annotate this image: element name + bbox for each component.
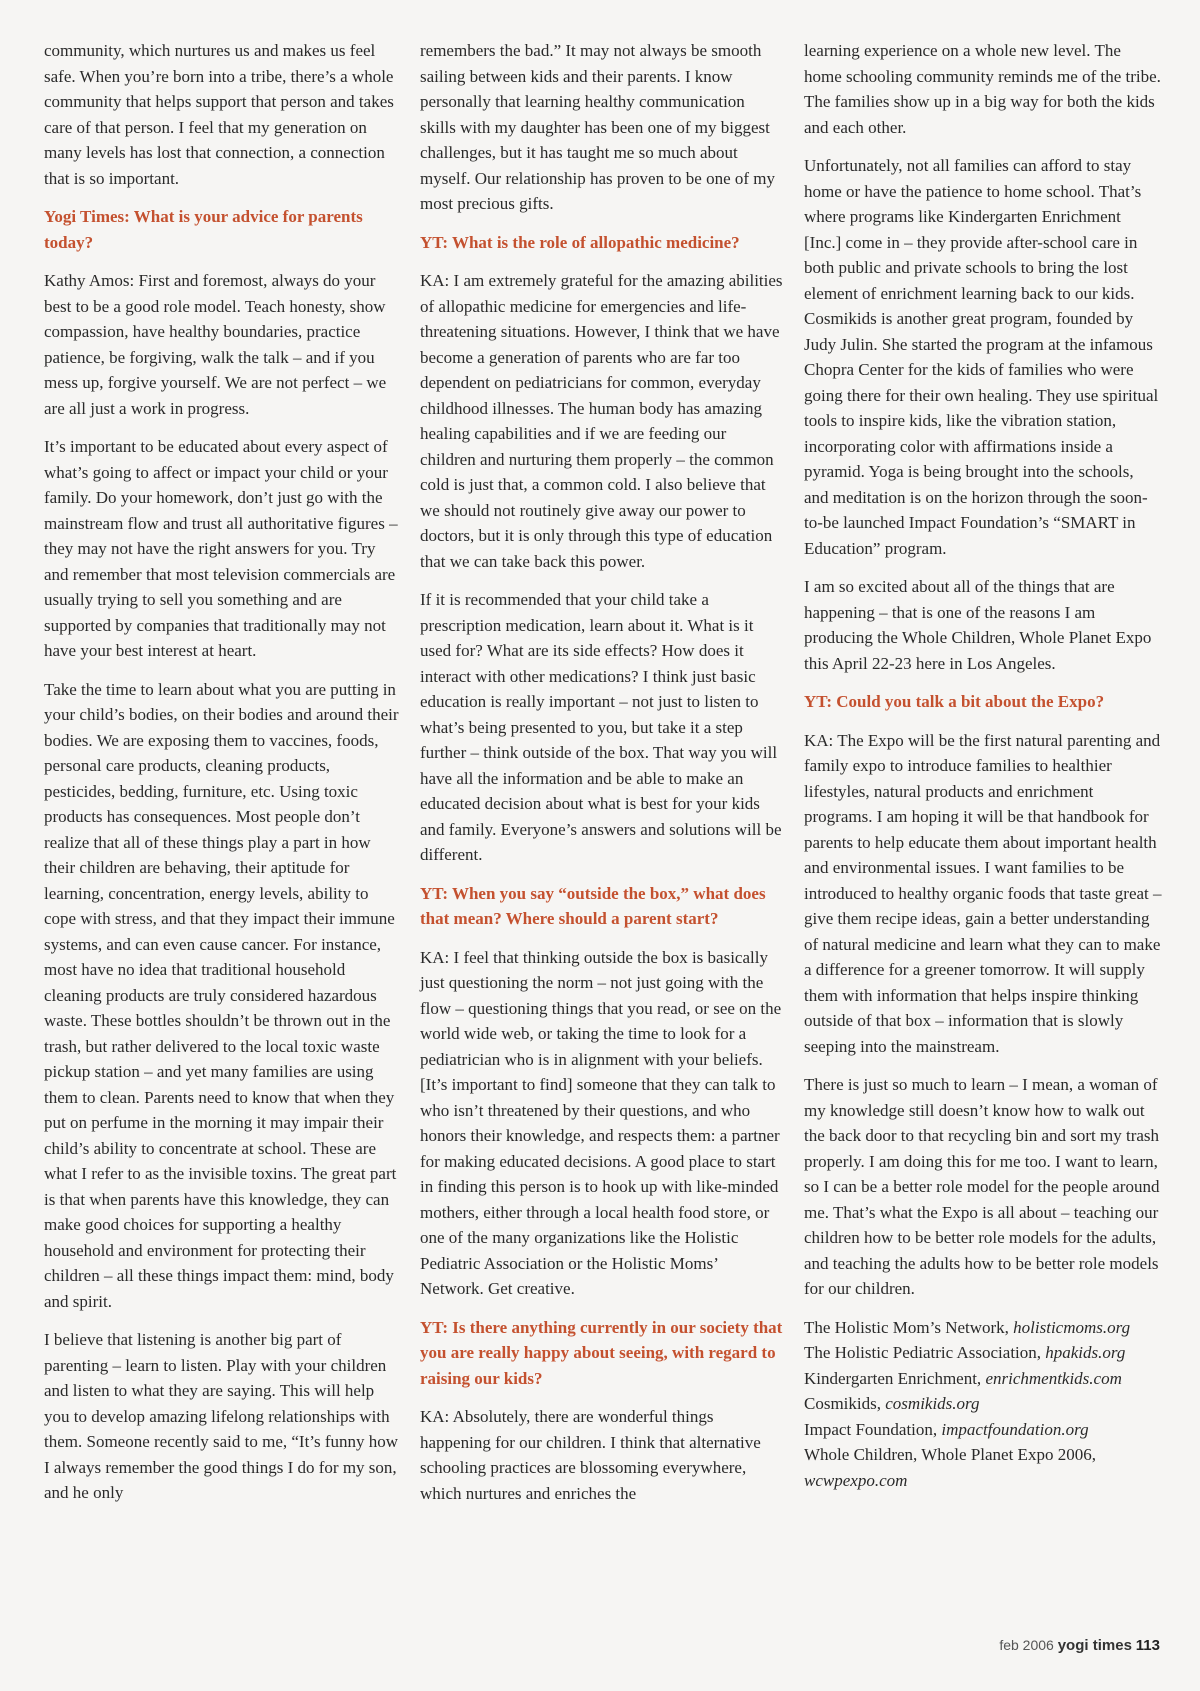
magazine-name: yogi times (1057, 1637, 1132, 1654)
paragraph: I am so excited about all of the things that are happening – that is one of the reasons I am producing the Whole Children, Whole Planet Expo this April 22-23 here in Los Angeles. (804, 577, 1152, 673)
resource-item (804, 1442, 1162, 1493)
paragraph: It’s important to be educated about every aspect of what’s going to affect or impact your child or your family. Do your homework, don’t just go with the mainstream flow and trust all authoritative figures – they may not have the right answers for you. Try and remember that most television commercials are usually trying to sell you something and are supported by companies that traditionally may not have your best interest at heart. (44, 437, 398, 660)
resource-url: hpakids.org (1045, 1343, 1126, 1362)
paragraph: There is just so much to learn – I mean, a woman of my knowledge still doesn’t know how to walk out the back door to that recycling bin and sort my trash properly. I am doing this for me too. I want to learn, so I can be a better role model for the people around me. That’s what the Expo is all about – teaching our children how to be better role models for the adults, and teaching the adults how to be better role models for our children. (804, 1075, 1160, 1298)
resource-name: Impact Foundation, (804, 1419, 942, 1439)
question-heading: YT: Could you talk a bit about the Expo? (804, 692, 1105, 711)
page-number: 113 (1135, 1637, 1160, 1654)
resource-url: cosmikids.org (885, 1394, 980, 1413)
article-column-1 (44, 38, 400, 1519)
resource-item (804, 1391, 1162, 1417)
resource-url: wcwpexpo.com (804, 1470, 908, 1490)
resource-name: Kindergarten Enrichment, (804, 1368, 986, 1388)
resource-name: The Holistic Pediatric Association, (804, 1343, 1046, 1362)
resource-name: The Holistic Mom’s Network, (804, 1317, 1014, 1337)
paragraph: learning experience on a whole new level. The home schooling community reminds me of the tribe. The families show up in a big way for both the kids and each other. (804, 41, 1161, 137)
resource-item (804, 1366, 1162, 1392)
paragraph: KA: I am extremely grateful for the amazing abilities of allopathic medicine for emergencies and life-threatening situations. However, I think that we have become a generation of parents who are far too dependent on pediatricians for common, everyday childhood illnesses. The human body has amazing healing capabilities and if we are feeding our children and nurturing them properly – the common cold is just that, a common cold. I also believe that we should not routinely give away our power to doctors, but it is only through this type of education that we can take back this power. (420, 271, 783, 571)
question-heading: Yogi Times: What is your advice for parents today? (44, 207, 363, 252)
resource-url: enrichmentkids.com (985, 1368, 1122, 1388)
paragraph: KA: Absolutely, there are wonderful things happening for our children. I think that alternative schooling practices are blossoming everywhere, which nurtures and enriches the (420, 1407, 761, 1503)
issue-date: feb 2006 (999, 1637, 1054, 1653)
paragraph: Take the time to learn about what you are putting in your child’s bodies, on their bodies and around their bodies. We are exposing them to vaccines, foods, personal care products, cleaning products, pesticides, bedding, furniture, etc. Using toxic products has consequences. Most people don’t realize that all of these things play a part in how their children are behaving, their aptitude for learning, concentration, energy levels, ability to cope with stress, and that they impact their immune systems, and can even cause cancer. For instance, most have no idea that traditional household cleaning products are truly considered hazardous waste. These bottles shouldn’t be thrown out in the trash, but rather delivered to the local toxic waste pickup station – and yet many families are using them to clean. Parents need to know that when they put on perfume in the morning it may impair their child’s ability to concentrate at school. These are what I refer to as the invisible toxins. The great part is that when parents have this knowledge, they can make good choices for supporting a healthy household and environment for protecting their children – all these things impact them: mind, body and spirit. (44, 679, 399, 1311)
resource-name: Cosmikids, (804, 1394, 886, 1413)
resource-url: impactfoundation.org (941, 1419, 1089, 1439)
resource-url: holisticmoms.org (1013, 1317, 1131, 1337)
question-heading: YT: Is there anything currently in our society that you are really happy about seeing, with regard to raising our kids? (420, 1317, 783, 1388)
resource-list (804, 1315, 1162, 1494)
paragraph: community, which nurtures us and makes us feel safe. When you’re born into a tribe, there’s a whole community that helps support that person and takes care of that person. I feel that my generation on many levels has lost that connection, a connection that is so important. (44, 41, 394, 188)
question-heading: YT: What is the role of allopathic medicine? (420, 232, 740, 252)
resource-name: Whole Children, Whole Planet Expo 2006, (804, 1445, 1096, 1464)
paragraph: Unfortunately, not all families can afford to stay home or have the patience to home school. That’s where programs like Kindergarten Enrichment [Inc.] come in – they provide after-school care in both public and private schools to bring the lost element of enrichment learning back to our kids. Cosmikids is another great program, founded by Judy Julin. She started the program at the infamous Chopra Center for the kids of families who were going there for their own healing. They use spiritual tools to inspire kids, like the vibration station, incorporating color with affirmations inside a pyramid. Yoga is being brought into the schools, and meditation is on the horizon through the soon-to-be launched Impact Foundation’s “SMART in Education” program. (804, 156, 1159, 558)
question-heading: YT: When you say “outside the box,” what does that mean? Where should a parent start? (420, 883, 766, 928)
article-column-2 (420, 38, 783, 1519)
resource-item (804, 1340, 1162, 1366)
paragraph: KA: I feel that thinking outside the box is basically just questioning the norm – not just going with the flow – questioning things that you read, or see on the world wide web, or taking the time to look for a pediatrician who is in alignment with your beliefs. [It’s important to find] someone that they can talk to who isn’t threatened by their questions, and who honors their knowledge, and respects them: a partner for making educated decisions. A good place to start in finding this person is to hook up with like-minded mothers, either through a local health food store, or one of the many organizations like the Holistic Pediatric Association or the Holistic Moms’ Network. Get creative. (420, 947, 782, 1298)
paragraph: If it is recommended that your child take a prescription medication, learn about it. What is it used for? What are its side effects? How does it interact with other medications? I think just basic education is really important – not just to listen to what’s being presented to you, but take it a step further – think outside of the box. That way you will have all the information and be able to make an educated decision about what is best for your kids and family. Everyone’s answers and solutions will be different. (420, 590, 782, 864)
page-footer (999, 1637, 1160, 1654)
paragraph: Kathy Amos: First and foremost, always do your best to be a good role model. Teach honesty, show compassion, have healthy boundaries, practice patience, be forgiving, walk the talk – and if you mess up, forgive yourself. We are not perfect – we are all just a work in progress. (44, 271, 387, 418)
paragraph: I believe that listening is another big part of parenting – learn to listen. Play with your children and listen to what they are saying. This will help you to develop amazing lifelong relationships with them. Someone recently said to me, “It’s funny how I always remember the good things I do for my son, and he only (44, 1330, 399, 1502)
paragraph: remembers the bad.” It may not always be smooth sailing between kids and their parents. I know personally that learning healthy communication skills with my daughter has been one of my biggest challenges, but it has taught me so much about myself. Our relationship has proven to be one of my most precious gifts. (420, 41, 776, 213)
resource-item (804, 1315, 1162, 1341)
article-column-3 (804, 38, 1162, 1493)
paragraph: KA: The Expo will be the first natural parenting and family expo to introduce families to healthier lifestyles, natural products and enrichment programs. I am hoping it will be that handbook for parents to help educate them about important health and environmental issues. I want families to be introduced to healthy organic foods that taste great – give them recipe ideas, gain a better understanding of natural medicine and learn what they can to make a difference for a greener tomorrow. It will supply them with information that helps inspire thinking outside of that box – information that is slowly seeping into the mainstream. (804, 730, 1162, 1056)
resource-item (804, 1417, 1162, 1443)
